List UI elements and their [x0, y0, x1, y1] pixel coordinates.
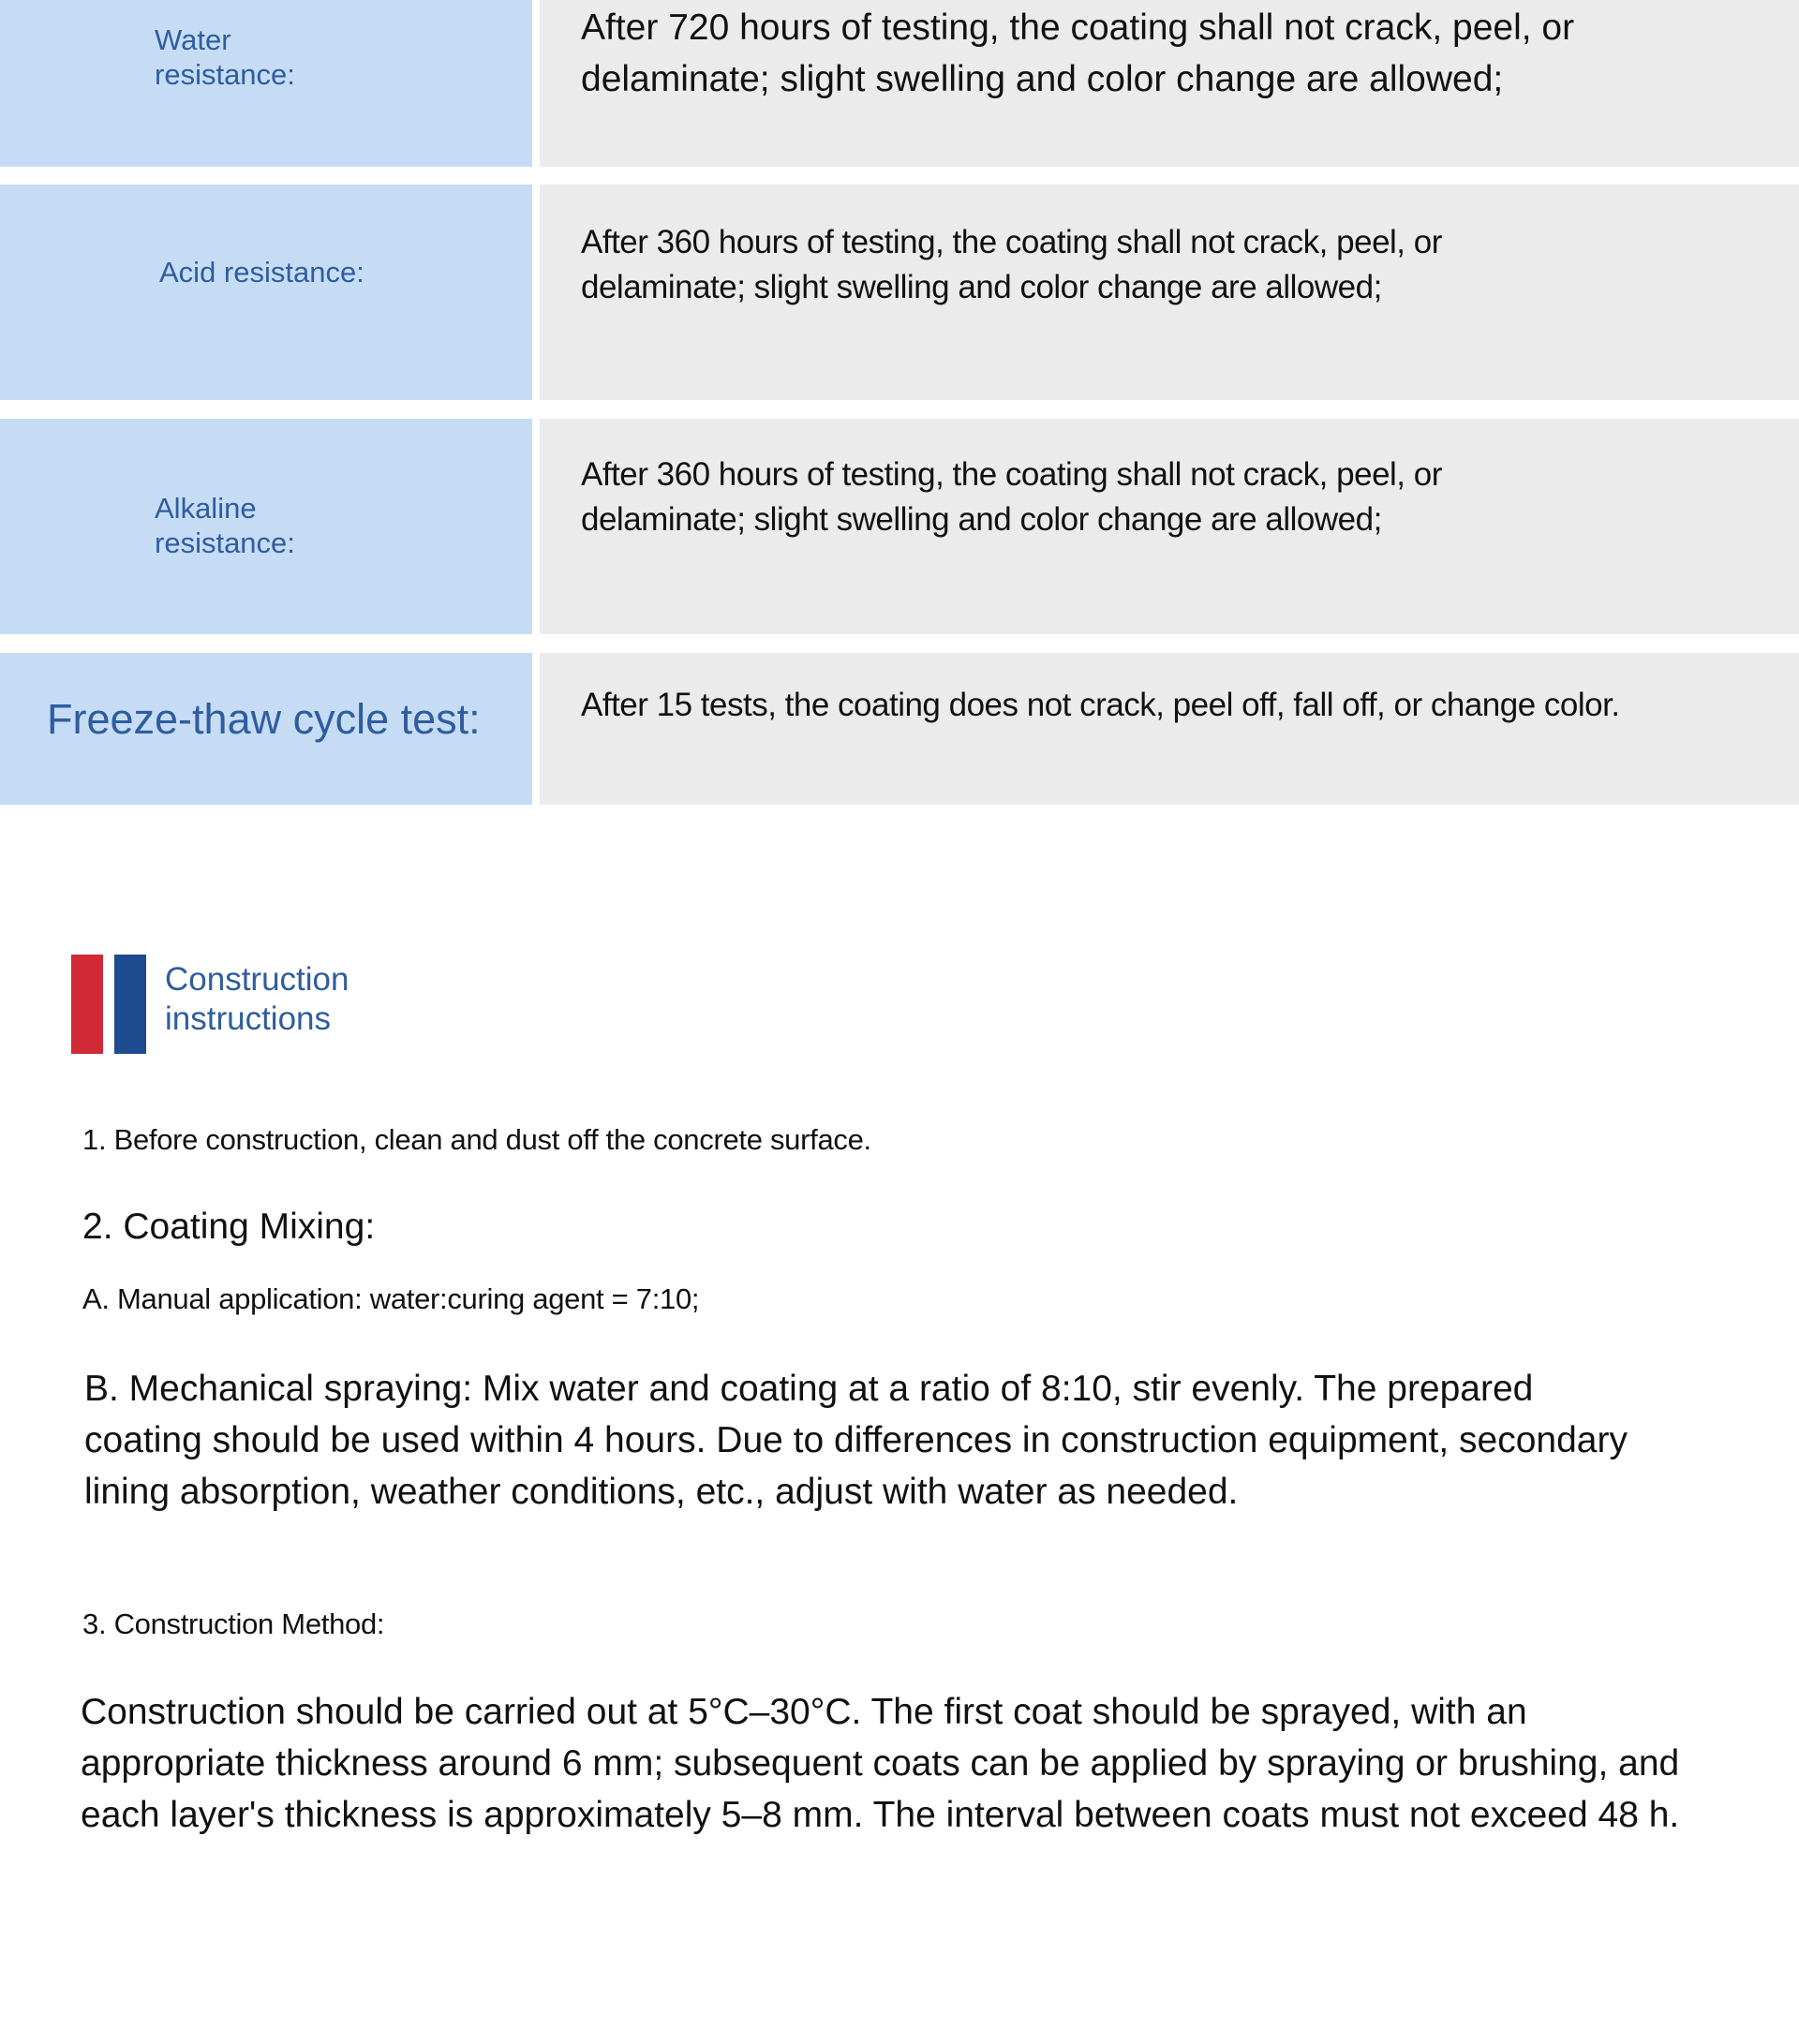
- spec-label-cell: [0, 419, 532, 634]
- spec-label-cell: [0, 653, 532, 805]
- instruction-step-2-b: B. Mechanical spraying: Mix water and coating at a ratio of 8:10, stir evenly. The prepared coating should be used within 4 hours. Due to differences in construction equipment, secondary lining absorption, weather conditions, etc., adjust with water as needed.: [84, 1369, 1628, 1512]
- spec-label: Freeze-thaw cycle test:: [47, 695, 481, 743]
- instruction-step-3-body: Construction should be carried out at 5°C–30°C. The first coat should be sprayed, with an appropriate thickness around 6 mm; subsequent coats can be applied by spraying or brushing, and each layer's thickness is approximately 5–8 mm. The interval between coats must not exceed 48 h.: [81, 1692, 1680, 1835]
- spec-label-cell: [0, 0, 532, 167]
- instruction-step-2-a: A. Manual application: water:curing agent = 7:10;: [82, 1282, 700, 1315]
- spec-label: Alkaline resistance:: [155, 492, 295, 559]
- instruction-step-3-heading: 3. Construction Method:: [82, 1607, 385, 1640]
- spec-value: After 15 tests, the coating does not crack, peel off, fall off, or change color.: [581, 687, 1620, 723]
- spec-row-freeze-thaw: [0, 653, 1799, 805]
- spec-value: After 360 hours of testing, the coating shall not crack, peel, or delaminate; slight swelling and color change are allowed;: [581, 224, 1442, 305]
- spec-label: Water resistance:: [155, 23, 295, 91]
- instruction-step-2-heading: 2. Coating Mixing:: [82, 1207, 376, 1247]
- spec-label: Acid resistance:: [159, 256, 364, 289]
- accent-bar-red: [71, 955, 103, 1054]
- spec-row-water-resistance: [0, 0, 1799, 167]
- spec-value: After 360 hours of testing, the coating shall not crack, peel, or delaminate; slight swelling and color change are allowed;: [581, 456, 1442, 538]
- spec-row-alkaline-resistance: [0, 419, 1799, 634]
- accent-bar-blue: [114, 955, 146, 1054]
- spec-value-cell: [540, 653, 1799, 805]
- spec-label-cell: [0, 185, 532, 400]
- spec-row-acid-resistance: [0, 185, 1799, 400]
- instruction-step-1: 1. Before construction, clean and dust off the concrete surface.: [82, 1123, 871, 1156]
- section-title: Construction instructions: [165, 961, 349, 1037]
- spec-value: After 720 hours of testing, the coating shall not crack, peel, or delaminate; slight swelling and color change are allowed;: [581, 7, 1575, 99]
